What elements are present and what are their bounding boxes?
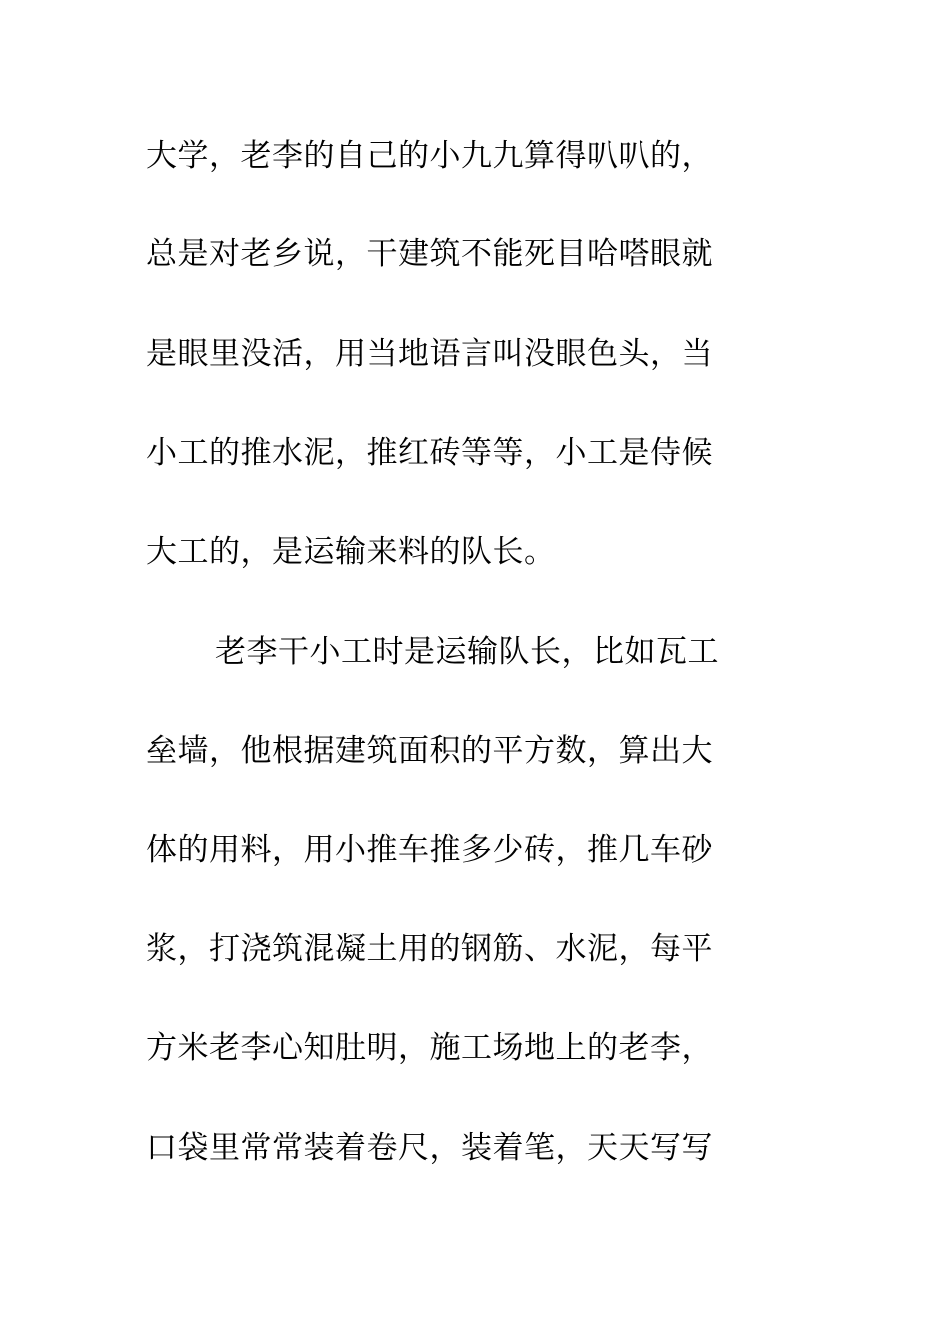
text-line: 总是对老乡说，干建筑不能死目哈嗒眼就 [146, 236, 713, 272]
text-line: 方米老李心知肚明，施工场地上的老李， [146, 1030, 713, 1066]
paragraph-first-line: 老李干小工时是运输队长，比如瓦工 [215, 634, 719, 670]
text-line: 体的用料，用小推车推多少砖，推几车砂 [146, 832, 713, 868]
text-line: 浆，打浇筑混凝土用的钢筋、水泥，每平 [146, 931, 713, 967]
text-line: 是眼里没活，用当地语言叫没眼色头，当 [146, 336, 713, 372]
text-line: 垒墙，他根据建筑面积的平方数，算出大 [146, 733, 713, 769]
text-line: 大学，老李的自己的小九九算得叭叭的， [146, 138, 713, 174]
text-line: 小工的推水泥，推红砖等等，小工是侍候 [146, 435, 713, 471]
text-line: 口袋里常常装着卷尺，装着笔，天天写写 [146, 1130, 713, 1166]
text-line: 大工的，是运输来料的队长。 [146, 534, 556, 570]
